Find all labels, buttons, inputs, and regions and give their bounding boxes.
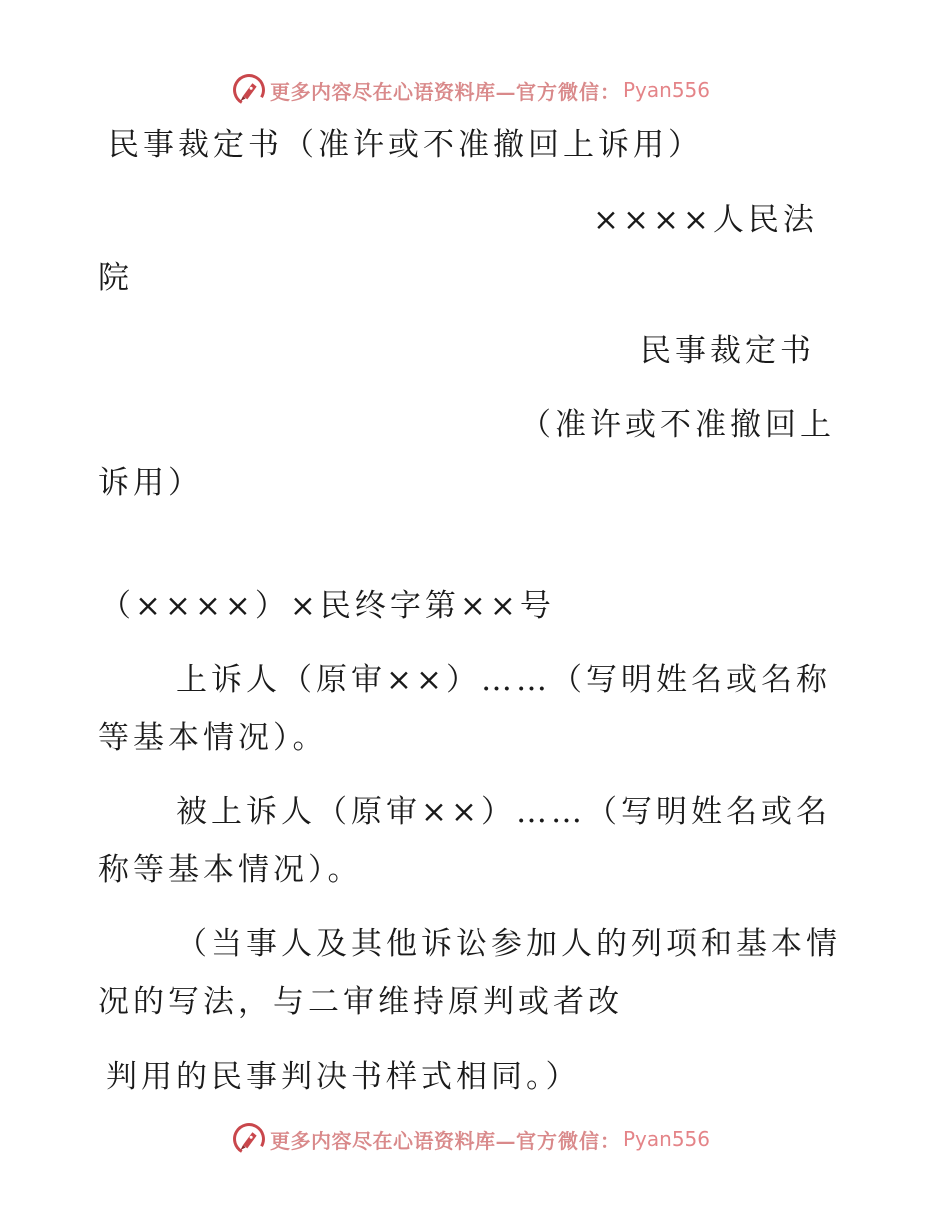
watermark-wechat-id: Pyan556: [623, 1127, 711, 1151]
appellant-line2: 等基本情况）。: [98, 720, 328, 756]
court-name-line2: 院: [98, 260, 133, 296]
document-heading: 民事裁定书（准许或不准撤回上诉用）: [108, 127, 703, 163]
watermark-banner-bottom: [232, 1121, 710, 1157]
watermark-text: 更多内容尽在心语资料库—: [270, 1128, 516, 1153]
case-number: （××××）×民终字第××号: [100, 588, 555, 624]
document-subtitle-line2: 诉用）: [98, 465, 203, 501]
watermark-wechat-label: 官方微信：: [516, 79, 621, 104]
watermark-wechat-id: Pyan556: [623, 78, 711, 102]
pen-nib-logo-icon: [232, 73, 266, 107]
court-name-line1: ××××人民法: [593, 202, 818, 238]
watermark-wechat-label: 官方微信：: [516, 1128, 621, 1153]
appellee-line2: 称等基本情况）。: [98, 852, 363, 888]
document-subtitle-line1: （准许或不准撤回上: [520, 407, 835, 443]
pen-nib-logo-icon: [232, 1122, 266, 1156]
note-line3: 判用的民事判决书样式相同。）: [106, 1059, 581, 1095]
note-line2: 况的写法，与二审维持原判或者改: [98, 984, 623, 1020]
appellant-line1: 上诉人（原审××）……（写明姓名或名称: [176, 662, 831, 698]
appellee-line1: 被上诉人（原审××）……（写明姓名或名: [176, 794, 831, 830]
watermark-text: 更多内容尽在心语资料库—: [270, 79, 516, 104]
document-title: 民事裁定书: [640, 333, 815, 369]
watermark-banner-top: [232, 72, 710, 108]
note-line1: （当事人及其他诉讼参加人的列项和基本情: [176, 926, 841, 962]
